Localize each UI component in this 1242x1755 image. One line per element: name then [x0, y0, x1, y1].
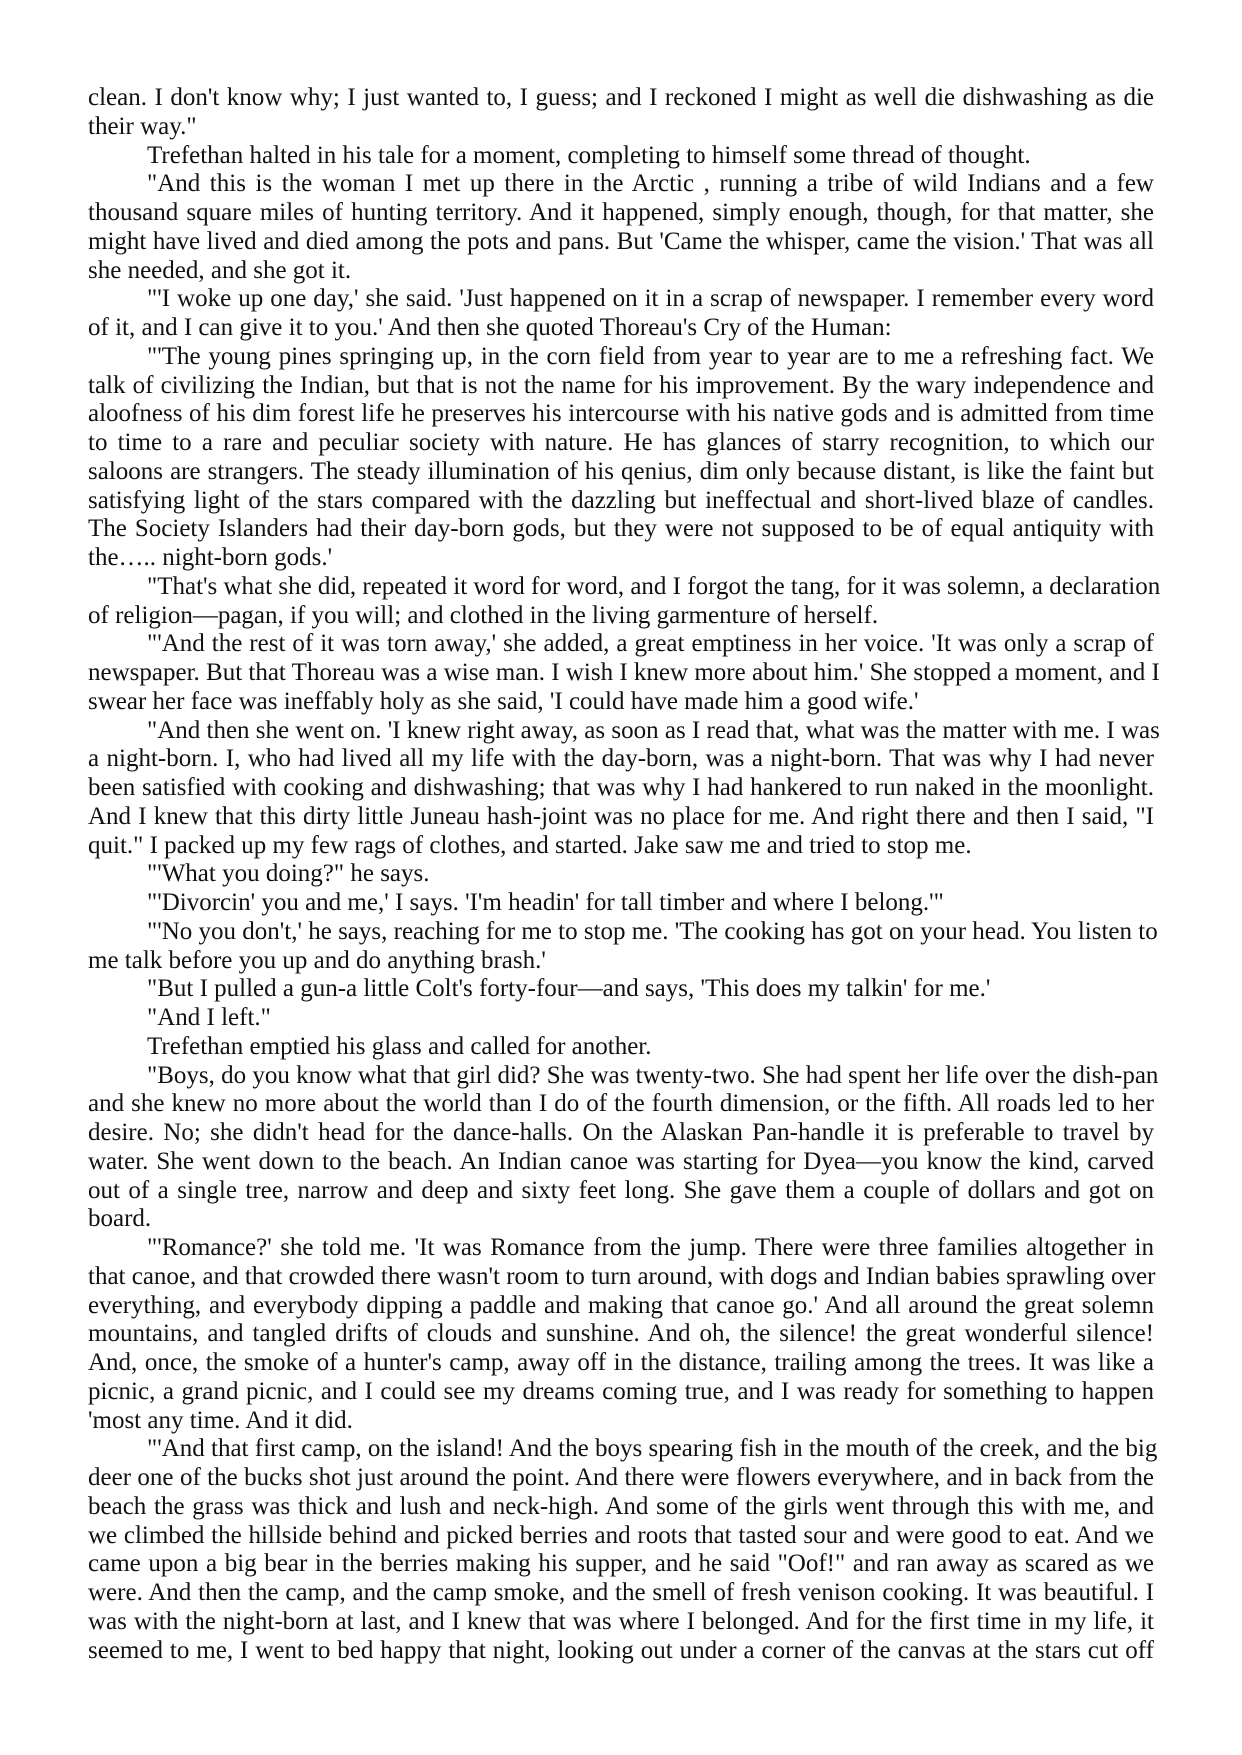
text-line: water. She went down to the beach. An Indian canoe was starting for Dyea—you know the kind, carved: [88, 1147, 1154, 1175]
text-line: to time to a rare and peculiar society with nature. He has glances of starry recognition, to which our: [88, 429, 1154, 456]
text-line: and she knew no more about the world than I do of the fourth dimension, or the fifth. All roads led to her: [88, 1090, 1154, 1118]
text-line: she needed, and she got it.: [88, 256, 352, 284]
text-line: beach the grass was thick and lush and neck-high. And some of the girls went through this with me, and: [88, 1492, 1154, 1520]
text-line: "But I pulled a gun-a little Colt's forty-four—and says, 'This does my talkin' for me.': [147, 975, 991, 1003]
text-line: "'The young pines springing up, in the corn field from year to year are to me a refreshing fact. We: [147, 342, 1154, 370]
text-line: "And then she went on. 'I knew right away, as soon as I read that, what was the matter with me. I was: [147, 716, 1160, 744]
text-line: swear her face was ineffably holy as she said, 'I could have made him a good wife.': [88, 687, 919, 715]
text-line: "'I woke up one day,' she said. 'Just happened on it in a scrap of newspaper. I remember every word: [147, 285, 1154, 313]
paragraph: [88, 1004, 1154, 1033]
paragraph: [88, 889, 1154, 918]
text-line: "'And that first camp, on the island! And the boys spearing fish in the mouth of the creek, and the big: [147, 1435, 1158, 1463]
text-line: me talk before you up and do anything brash.': [88, 946, 546, 974]
text-line: satisfying light of the stars compared with the dazzling but ineffectual and short-lived blaze of candles.: [88, 486, 1154, 514]
text-line: everything, and everybody dipping a paddle and making that canoe go.' And all around the great solemn: [88, 1291, 1154, 1319]
text-line: The Society Islanders had their day-born gods, but they were not supposed to be of equal antiquity with: [88, 515, 1154, 543]
paragraph: [88, 630, 1160, 716]
text-line: clean. I don't know why; I just wanted to, I guess; and I reckoned I might as well die dishwashing as die: [88, 84, 1154, 111]
text-line: "Boys, do you know what that girl did? She was twenty-two. She had spent her life over the dish-pan: [147, 1061, 1159, 1089]
paragraph: [88, 572, 1161, 631]
text-line: newspaper. But that Thoreau was a wise man. I wish I knew more about him.' She stopped a moment, and I: [88, 659, 1160, 686]
body-text: [88, 84, 1161, 1665]
text-line: "And I left.": [147, 1004, 271, 1031]
text-line: "'Romance?' she told me. 'It was Romance from the jump. There were three families altogether in: [147, 1234, 1154, 1261]
text-line: desire. No; she didn't head for the dance-halls. On the Alaskan Pan-handle it is preferable to travel by: [88, 1119, 1154, 1146]
text-line: Trefethan halted in his tale for a moment, completing to himself some thread of thought.: [147, 141, 1031, 169]
text-line: "And this is the woman I met up there in the Arctic , running a tribe of wild Indians and a few: [147, 170, 1154, 198]
text-line: "'What you doing?" he says.: [147, 860, 430, 888]
text-line: thousand square miles of hunting territory. And it happened, simply enough, though, for that matter, she: [88, 199, 1154, 226]
text-line: seemed to me, I went to bed happy that night, looking out under a corner of the canvas at the stars cut off: [88, 1636, 1154, 1664]
paragraph: [88, 142, 1154, 171]
paragraph: [88, 1033, 1154, 1062]
text-line: of religion—pagan, if you will; and clothed in the living garmenture of herself.: [88, 601, 879, 629]
text-line: picnic, a grand picnic, and I could see my dreams coming true, and I was ready for something to happen: [88, 1377, 1154, 1405]
paragraph: [88, 1435, 1158, 1665]
text-line: that canoe, and that crowded there wasn't room to turn around, with dogs and Indian babies sprawling over: [88, 1262, 1156, 1290]
text-line: "'Divorcin' you and me,' I says. 'I'm headin' for tall timber and where I belong.'": [147, 889, 944, 916]
text-line: their way.": [88, 112, 197, 140]
paragraph: [88, 716, 1160, 861]
text-line: aloofness of his dim forest life he preserves his intercourse with his native gods and is admitted from time: [88, 400, 1154, 428]
text-line: "That's what she did, repeated it word for word, and I forgot the tang, for it was solemn, a declaration: [147, 572, 1161, 600]
paragraph: [88, 84, 1154, 142]
text-line: was with the night-born at last, and I knew that was where I belonged. And for the first time in my life, it: [88, 1607, 1154, 1635]
text-line: out of a single tree, narrow and deep and sixty feet long. She gave them a couple of dollars and got on: [88, 1176, 1154, 1204]
text-line: came upon a big bear in the berries making his supper, and he said "Oof!" and ran away as scared as we: [88, 1550, 1154, 1578]
paragraph-quote: [88, 343, 1154, 573]
text-line: "'And the rest of it was torn away,' she added, a great emptiness in her voice. 'It was only a scrap of: [147, 630, 1154, 658]
text-line: were. And then the camp, and the camp smoke, and the smell of fresh venison cooking. It was beautiful. I: [88, 1579, 1154, 1606]
text-line: And I knew that this dirty little Juneau hash-joint was no place for me. And right there and then I said, "I: [88, 802, 1154, 830]
text-line: been satisfied with cooking and dishwashing; that was why I had hankered to run naked in the moonlight.: [88, 774, 1154, 801]
paragraph: [88, 975, 1154, 1004]
text-line: a night-born. I, who had lived all my life with the day-born, was a night-born. That was why I had never: [88, 745, 1154, 773]
text-line: saloons are strangers. The steady illumination of his qenius, dim only because distant, is like the faint but: [88, 457, 1154, 485]
text-line: Trefethan emptied his glass and called for another.: [147, 1032, 652, 1060]
text-line: we climbed the hillside behind and picked berries and roots that tasted sour and were good to eat. And we: [88, 1521, 1154, 1549]
paragraph: [88, 1061, 1159, 1235]
text-line: the….. night-born gods.': [88, 544, 333, 571]
text-line: talk of civilizing the Indian, but that is not the name for his improvement. By the wary independence and: [88, 371, 1154, 399]
text-line: might have lived and died among the pots and pans. But 'Came the whisper, came the vision.' That was all: [88, 227, 1154, 255]
text-line: 'most any time. And it did.: [88, 1406, 353, 1434]
paragraph: [88, 860, 1154, 889]
text-line: quit." I packed up my few rags of clothes, and started. Jake saw me and tried to stop me.: [88, 831, 972, 859]
paragraph: [88, 170, 1154, 285]
paragraph: [88, 1234, 1154, 1435]
text-line: of it, and I can give it to you.' And then she quoted Thoreau's Cry of the Human:: [88, 314, 892, 341]
text-line: board.: [88, 1205, 152, 1233]
text-line: "'No you don't,' he says, reaching for me to stop me. 'The cooking has got on your head. You listen to: [147, 917, 1158, 945]
text-line: mountains, and tangled drifts of clouds and sunshine. And oh, the silence! the great wonderful silence!: [88, 1320, 1154, 1348]
paragraph: [88, 917, 1158, 976]
text-line: And, once, the smoke of a hunter's camp, away off in the distance, trailing among the trees. It was like a: [88, 1349, 1154, 1376]
text-line: deer one of the bucks shot just around the point. And there were flowers everywhere, and in back from the: [88, 1464, 1154, 1491]
paragraph: [88, 285, 1154, 343]
